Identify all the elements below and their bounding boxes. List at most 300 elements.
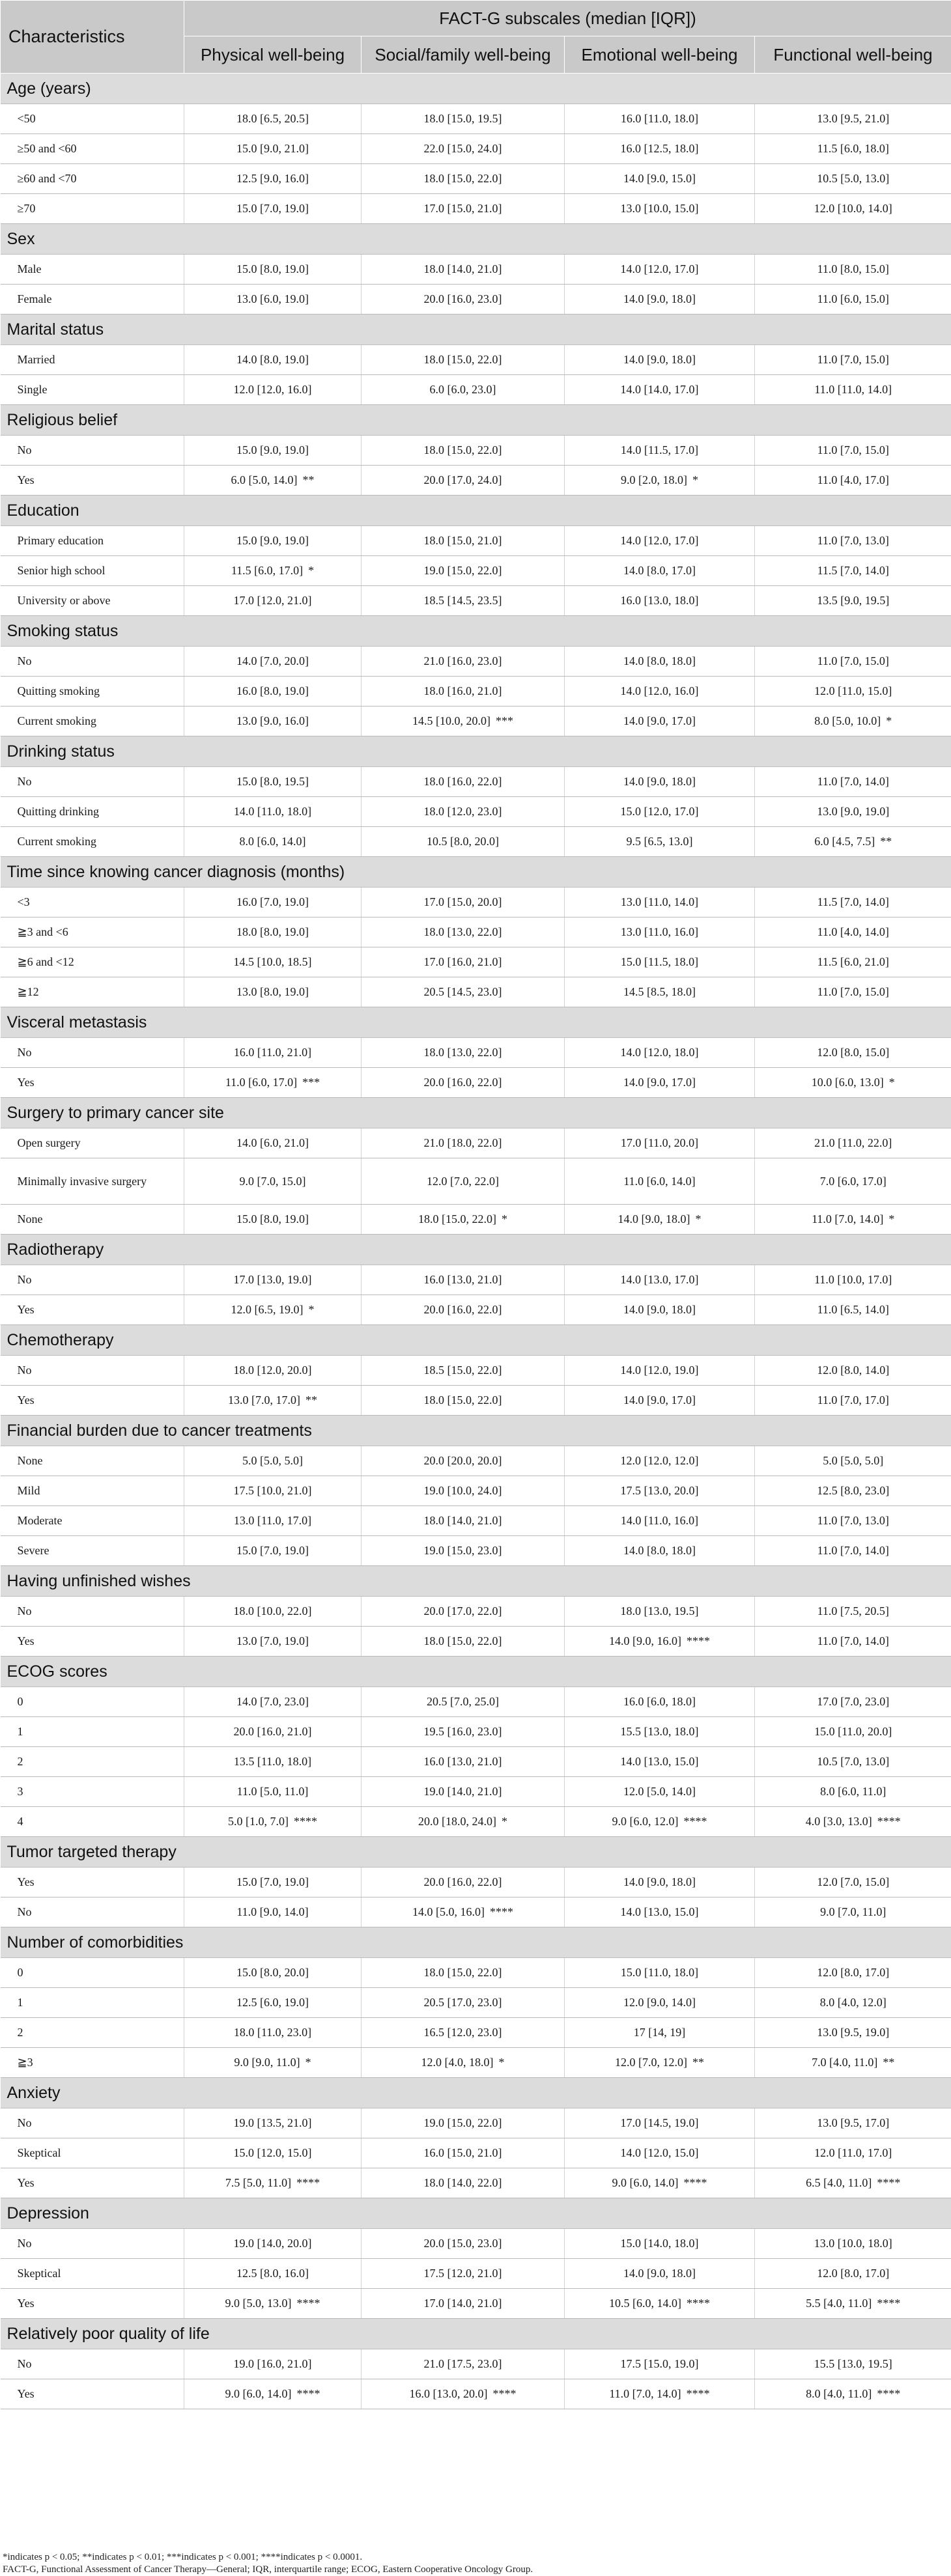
section-title: Education xyxy=(1,496,951,526)
median-iqr-value: 18.0 [15.0, 22.0] xyxy=(424,443,502,457)
table-row xyxy=(1,2108,951,2138)
median-iqr-value: 15.5 [13.0, 18.0] xyxy=(621,1725,699,1739)
table-row xyxy=(1,888,951,917)
median-iqr-cell xyxy=(755,104,951,134)
section-row xyxy=(1,315,951,345)
significance-marker: * xyxy=(305,2056,311,2069)
median-iqr-value: 7.0 [6.0, 17.0] xyxy=(820,1175,887,1188)
median-iqr-value: 14.0 [13.0, 17.0] xyxy=(621,1273,699,1287)
median-iqr-cell xyxy=(362,2289,565,2319)
row-label: 1 xyxy=(1,1717,184,1747)
row-label: ≧12 xyxy=(1,977,184,1007)
median-iqr-cell xyxy=(184,1158,362,1205)
median-iqr-cell xyxy=(565,345,755,375)
median-iqr-value: 11.0 [4.0, 17.0] xyxy=(817,473,889,487)
median-iqr-cell xyxy=(755,2259,951,2289)
median-iqr-cell xyxy=(565,2108,755,2138)
median-iqr-cell xyxy=(755,436,951,466)
median-iqr-cell xyxy=(565,2259,755,2289)
median-iqr-cell xyxy=(362,2018,565,2048)
row-label: 2 xyxy=(1,1747,184,1777)
median-iqr-value: 15.0 [12.0, 17.0] xyxy=(621,805,699,819)
median-iqr-value: 11.0 [4.0, 14.0] xyxy=(817,925,889,939)
median-iqr-value: 14.0 [9.0, 18.0] xyxy=(623,1875,696,1889)
median-iqr-value: 14.5 [8.5, 18.0] xyxy=(623,985,696,999)
median-iqr-cell xyxy=(184,1446,362,1476)
median-iqr-cell xyxy=(565,1807,755,1837)
median-iqr-value: 17.5 [10.0, 21.0] xyxy=(234,1484,312,1498)
median-iqr-cell xyxy=(184,1868,362,1897)
row-label: Skeptical xyxy=(1,2259,184,2289)
median-iqr-value: 15.0 [7.0, 19.0] xyxy=(236,202,309,216)
section-row xyxy=(1,2319,951,2349)
significance-marker: **** xyxy=(684,1815,707,1828)
median-iqr-value: 18.0 [16.0, 22.0] xyxy=(424,775,502,789)
median-iqr-cell xyxy=(565,1988,755,2018)
median-iqr-value: 9.0 [6.0, 14.0] xyxy=(612,2176,679,2190)
median-iqr-cell xyxy=(184,1958,362,1988)
median-iqr-value: 18.0 [11.0, 23.0] xyxy=(234,2026,311,2039)
median-iqr-cell xyxy=(755,1506,951,1536)
row-label: No xyxy=(1,647,184,677)
median-iqr-value: 14.0 [12.0, 19.0] xyxy=(621,1364,699,1377)
table-row xyxy=(1,2289,951,2319)
median-iqr-value: 12.0 [8.0, 17.0] xyxy=(817,2267,889,2280)
median-iqr-value: 20.0 [20.0, 20.0] xyxy=(424,1454,502,1468)
median-iqr-cell xyxy=(565,1295,755,1325)
section-title: Tumor targeted therapy xyxy=(1,1837,951,1868)
median-iqr-value: 13.0 [8.0, 19.0] xyxy=(236,985,309,999)
median-iqr-value: 20.0 [18.0, 24.0] xyxy=(418,1815,496,1828)
row-label: No xyxy=(1,1897,184,1927)
median-iqr-cell xyxy=(184,2229,362,2259)
median-iqr-value: 4.0 [3.0, 13.0] xyxy=(806,1815,872,1828)
median-iqr-value: 20.0 [16.0, 22.0] xyxy=(424,1303,502,1317)
median-iqr-value: 20.0 [16.0, 22.0] xyxy=(424,1076,502,1089)
median-iqr-value: 17.5 [12.0, 21.0] xyxy=(424,2267,502,2280)
row-label: Quitting drinking xyxy=(1,797,184,827)
median-iqr-value: 15.0 [9.0, 19.0] xyxy=(236,534,309,548)
median-iqr-value: 6.0 [6.0, 23.0] xyxy=(430,383,496,397)
row-label: Female xyxy=(1,285,184,315)
median-iqr-cell xyxy=(755,466,951,496)
median-iqr-cell xyxy=(184,1295,362,1325)
median-iqr-value: 20.0 [17.0, 24.0] xyxy=(424,473,502,487)
row-label: Open surgery xyxy=(1,1128,184,1158)
median-iqr-value: 18.0 [13.0, 22.0] xyxy=(424,1046,502,1059)
median-iqr-value: 12.0 [10.0, 14.0] xyxy=(814,202,892,216)
table-row xyxy=(1,134,951,164)
median-iqr-cell xyxy=(184,2379,362,2409)
median-iqr-value: 17.0 [13.0, 19.0] xyxy=(234,1273,312,1287)
significance-marker: ** xyxy=(692,2056,704,2069)
median-iqr-value: 13.0 [6.0, 19.0] xyxy=(236,292,309,306)
row-label: Yes xyxy=(1,1386,184,1416)
median-iqr-cell xyxy=(184,2108,362,2138)
median-iqr-value: 17.0 [15.0, 20.0] xyxy=(424,895,502,909)
median-iqr-cell xyxy=(362,285,565,315)
median-iqr-cell xyxy=(184,767,362,797)
median-iqr-cell xyxy=(755,526,951,556)
table-row xyxy=(1,1627,951,1657)
table-row xyxy=(1,164,951,194)
median-iqr-value: 14.0 [8.0, 18.0] xyxy=(623,654,696,668)
median-iqr-cell xyxy=(362,767,565,797)
section-row xyxy=(1,616,951,647)
median-iqr-cell xyxy=(362,345,565,375)
section-title: Time since knowing cancer diagnosis (months) xyxy=(1,857,951,888)
row-label: Yes xyxy=(1,1068,184,1098)
row-label: No xyxy=(1,2349,184,2379)
median-iqr-value: 11.0 [7.0, 15.0] xyxy=(817,443,889,457)
median-iqr-cell xyxy=(565,2379,755,2409)
row-label: ≧6 and <12 xyxy=(1,947,184,977)
median-iqr-value: 14.0 [9.0, 15.0] xyxy=(623,172,696,186)
median-iqr-cell xyxy=(184,1627,362,1657)
median-iqr-cell xyxy=(755,1158,951,1205)
median-iqr-cell xyxy=(362,1777,565,1807)
median-iqr-cell xyxy=(755,1897,951,1927)
median-iqr-cell xyxy=(184,1777,362,1807)
table-row xyxy=(1,2138,951,2168)
social-family-wellbeing-header: Social/family well-being xyxy=(362,36,565,74)
median-iqr-value: 18.0 [15.0, 22.0] xyxy=(424,1393,502,1407)
median-iqr-value: 18.0 [15.0, 22.0] xyxy=(418,1212,496,1226)
median-iqr-cell xyxy=(184,1265,362,1295)
row-label: Senior high school xyxy=(1,556,184,586)
median-iqr-value: 11.0 [7.0, 14.0] xyxy=(609,2387,681,2401)
median-iqr-value: 12.0 [7.0, 22.0] xyxy=(427,1175,499,1188)
median-iqr-cell xyxy=(362,1446,565,1476)
median-iqr-value: 21.0 [11.0, 22.0] xyxy=(814,1136,892,1150)
row-label: No xyxy=(1,1265,184,1295)
row-label: Minimally invasive surgery xyxy=(1,1158,184,1205)
section-row xyxy=(1,1325,951,1356)
median-iqr-cell xyxy=(362,2108,565,2138)
median-iqr-value: 14.0 [9.0, 17.0] xyxy=(623,1393,696,1407)
median-iqr-cell xyxy=(362,797,565,827)
median-iqr-value: 9.0 [9.0, 11.0] xyxy=(234,2056,300,2069)
median-iqr-value: 13.0 [10.0, 15.0] xyxy=(621,202,699,216)
table-header xyxy=(1,1,951,74)
table-row xyxy=(1,1777,951,1807)
median-iqr-cell xyxy=(755,1687,951,1717)
median-iqr-cell xyxy=(565,1446,755,1476)
median-iqr-value: 8.0 [4.0, 11.0] xyxy=(806,2387,872,2401)
median-iqr-value: 11.0 [7.0, 17.0] xyxy=(817,1393,889,1407)
median-iqr-cell xyxy=(184,2289,362,2319)
median-iqr-value: 20.0 [16.0, 22.0] xyxy=(424,1875,502,1889)
median-iqr-value: 11.0 [10.0, 17.0] xyxy=(814,1273,892,1287)
median-iqr-value: 9.0 [7.0, 15.0] xyxy=(240,1175,306,1188)
median-iqr-value: 17.0 [12.0, 21.0] xyxy=(234,594,312,608)
median-iqr-cell xyxy=(362,466,565,496)
row-label: Yes xyxy=(1,2289,184,2319)
median-iqr-value: 11.5 [7.0, 14.0] xyxy=(817,895,889,909)
table-row xyxy=(1,1868,951,1897)
median-iqr-value: 14.0 [9.0, 17.0] xyxy=(623,714,696,728)
section-title: Age (years) xyxy=(1,74,951,104)
median-iqr-cell xyxy=(565,2349,755,2379)
median-iqr-cell xyxy=(565,1868,755,1897)
median-iqr-cell xyxy=(565,285,755,315)
median-iqr-value: 12.5 [8.0, 23.0] xyxy=(817,1484,889,1498)
significance-marker: *** xyxy=(302,1076,320,1089)
significance-marker: **** xyxy=(490,1905,513,1919)
median-iqr-cell xyxy=(184,2018,362,2048)
median-iqr-value: 15.0 [8.0, 20.0] xyxy=(236,1966,309,1980)
median-iqr-cell xyxy=(184,2259,362,2289)
median-iqr-value: 12.0 [8.0, 14.0] xyxy=(817,1364,889,1377)
row-label: Current smoking xyxy=(1,707,184,736)
median-iqr-cell xyxy=(362,1597,565,1627)
median-iqr-cell xyxy=(362,827,565,857)
median-iqr-cell xyxy=(565,2289,755,2319)
median-iqr-cell xyxy=(362,977,565,1007)
median-iqr-value: 10.5 [7.0, 13.0] xyxy=(817,1755,889,1769)
table-row xyxy=(1,2229,951,2259)
median-iqr-value: 15.0 [11.0, 20.0] xyxy=(814,1725,892,1739)
median-iqr-value: 19.0 [15.0, 22.0] xyxy=(424,564,502,578)
median-iqr-value: 15.0 [8.0, 19.5] xyxy=(236,775,309,789)
table-row xyxy=(1,1476,951,1506)
median-iqr-cell xyxy=(362,707,565,736)
characteristics-header: Characteristics xyxy=(1,1,184,74)
section-title: Sex xyxy=(1,224,951,255)
section-title: Marital status xyxy=(1,315,951,345)
row-label: 0 xyxy=(1,1958,184,1988)
median-iqr-value: 12.0 [11.0, 17.0] xyxy=(814,2146,892,2160)
median-iqr-value: 13.0 [9.0, 16.0] xyxy=(236,714,309,728)
median-iqr-value: 10.5 [8.0, 20.0] xyxy=(427,835,499,848)
median-iqr-value: 16.0 [8.0, 19.0] xyxy=(236,684,309,698)
significance-marker: ** xyxy=(303,473,315,487)
median-iqr-value: 12.0 [8.0, 17.0] xyxy=(817,1966,889,1980)
median-iqr-value: 13.0 [11.0, 17.0] xyxy=(234,1514,311,1528)
significance-marker: * xyxy=(886,714,892,728)
row-label: ≧3 xyxy=(1,2048,184,2078)
median-iqr-value: 14.0 [14.0, 17.0] xyxy=(621,383,699,397)
median-iqr-cell xyxy=(184,677,362,707)
median-iqr-cell xyxy=(565,1506,755,1536)
section-title: Visceral metastasis xyxy=(1,1007,951,1038)
median-iqr-cell xyxy=(362,1158,565,1205)
table-row xyxy=(1,1356,951,1386)
median-iqr-cell xyxy=(565,2229,755,2259)
row-label: Male xyxy=(1,255,184,285)
median-iqr-cell xyxy=(755,1476,951,1506)
median-iqr-value: 13.0 [11.0, 14.0] xyxy=(621,895,698,909)
median-iqr-value: 11.0 [9.0, 14.0] xyxy=(236,1905,308,1919)
row-label: None xyxy=(1,1205,184,1235)
median-iqr-value: 9.5 [6.5, 13.0] xyxy=(627,835,693,848)
median-iqr-cell xyxy=(755,677,951,707)
median-iqr-cell xyxy=(362,1627,565,1657)
table-row xyxy=(1,827,951,857)
row-label: Current smoking xyxy=(1,827,184,857)
median-iqr-value: 20.0 [16.0, 21.0] xyxy=(234,1725,312,1739)
table-row xyxy=(1,1295,951,1325)
median-iqr-value: 14.0 [13.0, 15.0] xyxy=(621,1755,699,1769)
median-iqr-value: 18.0 [13.0, 22.0] xyxy=(424,925,502,939)
median-iqr-cell xyxy=(565,707,755,736)
median-iqr-cell xyxy=(755,345,951,375)
significance-marker: **** xyxy=(687,1634,710,1648)
table-row xyxy=(1,345,951,375)
median-iqr-value: 18.0 [15.0, 19.5] xyxy=(424,112,502,126)
significance-marker: **** xyxy=(877,2297,900,2310)
median-iqr-value: 16.0 [6.0, 18.0] xyxy=(623,1695,696,1709)
table-row xyxy=(1,375,951,405)
median-iqr-value: 14.5 [10.0, 20.0] xyxy=(412,714,490,728)
median-iqr-value: 14.0 [12.0, 17.0] xyxy=(621,534,699,548)
table-row xyxy=(1,556,951,586)
median-iqr-value: 14.0 [8.0, 19.0] xyxy=(236,353,309,367)
median-iqr-value: 9.0 [7.0, 11.0] xyxy=(820,1905,886,1919)
section-row xyxy=(1,2078,951,2108)
median-iqr-value: 20.0 [15.0, 23.0] xyxy=(424,2237,502,2250)
median-iqr-cell xyxy=(565,1627,755,1657)
median-iqr-cell xyxy=(362,1536,565,1566)
median-iqr-cell xyxy=(184,1476,362,1506)
median-iqr-value: 16.0 [13.0, 21.0] xyxy=(424,1273,502,1287)
significance-marker: **** xyxy=(687,2387,710,2401)
median-iqr-value: 11.0 [7.0, 15.0] xyxy=(817,654,889,668)
median-iqr-value: 12.0 [11.0, 15.0] xyxy=(814,684,892,698)
significance-marker: * xyxy=(502,1815,507,1828)
median-iqr-cell xyxy=(755,1356,951,1386)
median-iqr-value: 14.0 [9.0, 18.0] xyxy=(618,1212,690,1226)
median-iqr-value: 14.0 [9.0, 18.0] xyxy=(623,775,696,789)
median-iqr-value: 12.0 [7.0, 15.0] xyxy=(817,1875,889,1889)
median-iqr-value: 15.0 [11.5, 18.0] xyxy=(621,955,698,969)
section-title: Depression xyxy=(1,2198,951,2229)
section-title: Drinking status xyxy=(1,736,951,767)
median-iqr-value: 14.0 [9.0, 18.0] xyxy=(623,1303,696,1317)
median-iqr-cell xyxy=(755,2018,951,2048)
section-title: Religious belief xyxy=(1,405,951,436)
significance-marker: * xyxy=(499,2056,505,2069)
table-row xyxy=(1,1068,951,1098)
median-iqr-cell xyxy=(755,947,951,977)
median-iqr-cell xyxy=(184,1038,362,1068)
median-iqr-value: 11.0 [5.0, 11.0] xyxy=(237,1785,309,1799)
median-iqr-value: 18.0 [15.0, 22.0] xyxy=(424,353,502,367)
significance-marker: * xyxy=(888,1212,894,1226)
median-iqr-cell xyxy=(362,255,565,285)
median-iqr-value: 14.0 [9.0, 17.0] xyxy=(623,1076,696,1089)
median-iqr-cell xyxy=(184,647,362,677)
significance-marker: **** xyxy=(294,1815,317,1828)
table-body xyxy=(1,74,951,2409)
table-row xyxy=(1,767,951,797)
significance-marker: * xyxy=(309,1303,315,1317)
row-label: No xyxy=(1,2229,184,2259)
median-iqr-cell xyxy=(362,1506,565,1536)
table-row xyxy=(1,586,951,616)
table-row xyxy=(1,194,951,224)
median-iqr-value: 14.0 [8.0, 17.0] xyxy=(623,564,696,578)
median-iqr-value: 11.0 [7.0, 13.0] xyxy=(817,1514,889,1528)
median-iqr-cell xyxy=(565,586,755,616)
median-iqr-cell xyxy=(184,1506,362,1536)
median-iqr-cell xyxy=(362,2349,565,2379)
median-iqr-cell xyxy=(755,1597,951,1627)
row-label: None xyxy=(1,1446,184,1476)
median-iqr-cell xyxy=(184,888,362,917)
median-iqr-value: 14.0 [11.5, 17.0] xyxy=(621,443,698,457)
row-label: Yes xyxy=(1,466,184,496)
row-label: Yes xyxy=(1,1868,184,1897)
median-iqr-value: 11.0 [6.0, 14.0] xyxy=(623,1175,695,1188)
median-iqr-value: 11.0 [7.0, 15.0] xyxy=(817,985,889,999)
median-iqr-value: 11.0 [6.0, 17.0] xyxy=(225,1076,297,1089)
row-label: 4 xyxy=(1,1807,184,1837)
row-label: Yes xyxy=(1,1627,184,1657)
table-row xyxy=(1,677,951,707)
median-iqr-cell xyxy=(565,1777,755,1807)
median-iqr-cell xyxy=(565,1205,755,1235)
median-iqr-cell xyxy=(362,2048,565,2078)
median-iqr-value: 16.0 [12.5, 18.0] xyxy=(621,142,699,156)
median-iqr-value: 19.0 [15.0, 23.0] xyxy=(424,1544,502,1558)
median-iqr-cell xyxy=(755,1038,951,1068)
table-row xyxy=(1,1128,951,1158)
median-iqr-value: 12.0 [7.0, 12.0] xyxy=(615,2056,687,2069)
section-title: Smoking status xyxy=(1,616,951,647)
median-iqr-value: 19.0 [14.0, 20.0] xyxy=(234,2237,312,2250)
median-iqr-value: 18.5 [15.0, 22.0] xyxy=(424,1364,502,1377)
median-iqr-cell xyxy=(565,1265,755,1295)
median-iqr-cell xyxy=(184,1807,362,1837)
median-iqr-value: 19.0 [15.0, 22.0] xyxy=(424,2116,502,2130)
physical-wellbeing-header: Physical well-being xyxy=(184,36,362,74)
significance-marker: **** xyxy=(296,2176,320,2190)
section-row xyxy=(1,1566,951,1597)
significance-marker: **** xyxy=(877,2176,900,2190)
median-iqr-cell xyxy=(362,1386,565,1416)
median-iqr-cell xyxy=(362,2138,565,2168)
median-iqr-cell xyxy=(362,1128,565,1158)
median-iqr-cell xyxy=(184,1386,362,1416)
median-iqr-value: 14.0 [9.0, 18.0] xyxy=(623,2267,696,2280)
median-iqr-value: 17.0 [16.0, 21.0] xyxy=(424,955,502,969)
median-iqr-cell xyxy=(362,526,565,556)
median-iqr-cell xyxy=(184,917,362,947)
section-row xyxy=(1,1657,951,1687)
section-row xyxy=(1,1927,951,1958)
median-iqr-value: 15.0 [8.0, 19.0] xyxy=(236,1212,309,1226)
median-iqr-cell xyxy=(565,1897,755,1927)
section-row xyxy=(1,736,951,767)
median-iqr-value: 18.0 [15.0, 22.0] xyxy=(424,1634,502,1648)
median-iqr-cell xyxy=(565,647,755,677)
median-iqr-value: 18.0 [15.0, 21.0] xyxy=(424,534,502,548)
median-iqr-cell xyxy=(184,1988,362,2018)
table-row xyxy=(1,285,951,315)
median-iqr-cell xyxy=(184,1687,362,1717)
median-iqr-value: 10.5 [6.0, 14.0] xyxy=(609,2297,681,2310)
median-iqr-cell xyxy=(184,556,362,586)
median-iqr-cell xyxy=(362,1356,565,1386)
section-row xyxy=(1,224,951,255)
median-iqr-cell xyxy=(565,977,755,1007)
median-iqr-value: 8.0 [4.0, 12.0] xyxy=(820,1996,887,2009)
median-iqr-value: 14.0 [12.0, 18.0] xyxy=(621,1046,699,1059)
table-row xyxy=(1,104,951,134)
median-iqr-cell xyxy=(184,2048,362,2078)
median-iqr-cell xyxy=(362,647,565,677)
